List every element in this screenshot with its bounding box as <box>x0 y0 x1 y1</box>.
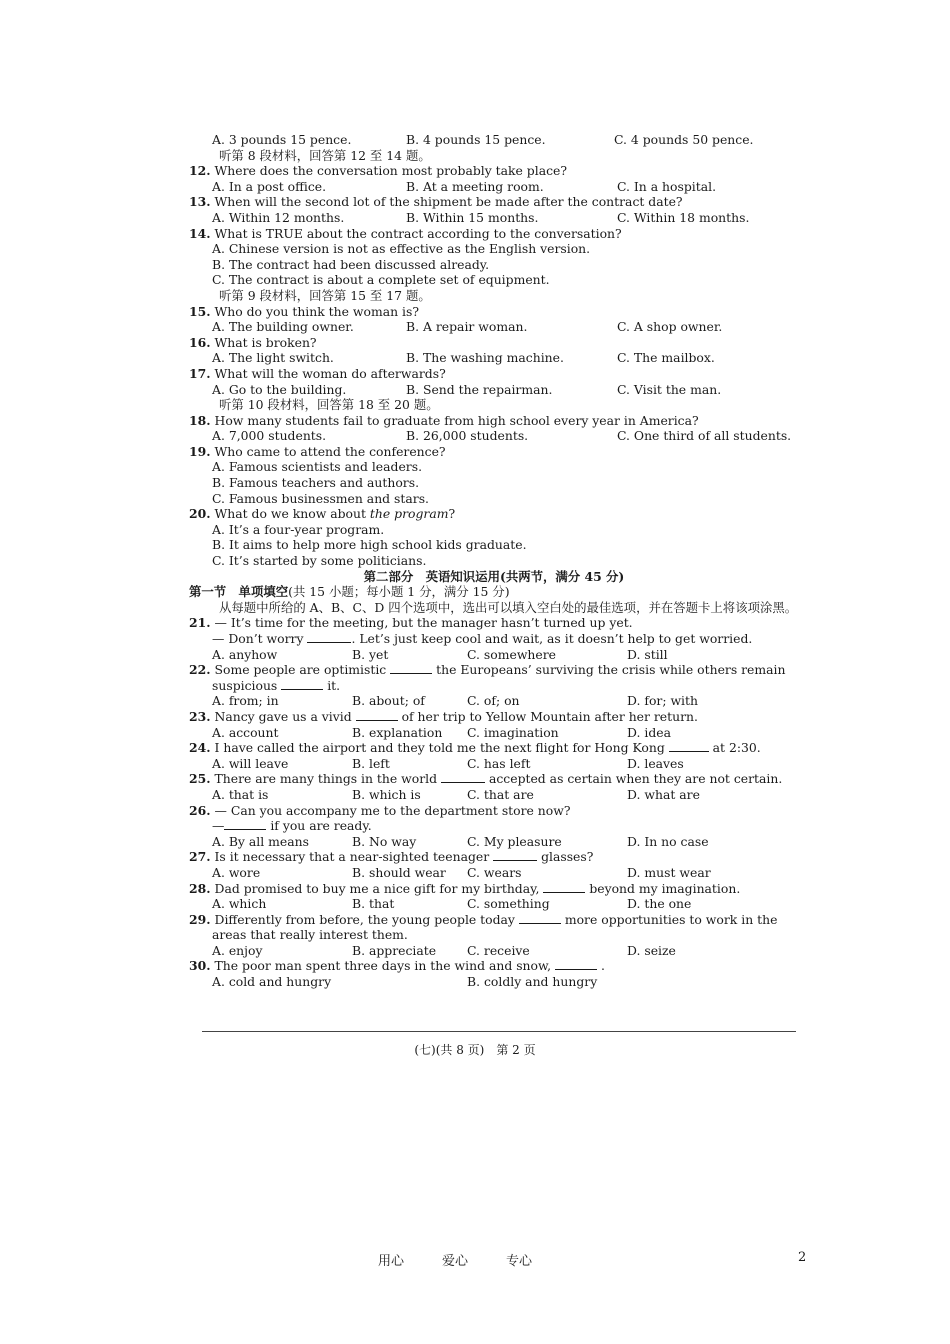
question-number: 14. <box>189 225 211 241</box>
question-stem-end: ? <box>448 506 456 522</box>
option-a: A. cold and hungry <box>212 974 332 990</box>
option-c: C. Famous businessmen and stars. <box>212 490 429 506</box>
instruction-section-9: 听第 9 段材料，回答第 15 至 17 题。 <box>219 287 431 303</box>
option-b: B. Famous teachers and authors. <box>212 475 420 491</box>
question-number: 18. <box>189 412 211 428</box>
option-c: C. One third of all students. <box>617 428 792 444</box>
option-d: D. what are <box>627 786 700 802</box>
question-stem: What is broken? <box>214 334 317 350</box>
question-12 <box>189 163 799 179</box>
option-a: A. It’s a four-year program. <box>212 521 385 537</box>
option-b: B. Send the repairman. <box>406 381 553 397</box>
question-23 <box>189 709 799 725</box>
stem-part-a: There are many things in the world <box>214 771 438 787</box>
option-c: C. It’s started by some politicians. <box>212 553 427 569</box>
option-c: C. somewhere <box>467 646 556 662</box>
option-c: C. In a hospital. <box>617 178 717 194</box>
question-number: 19. <box>189 443 211 459</box>
q21-options <box>189 647 799 663</box>
option-b: B. Within 15 months. <box>406 209 539 225</box>
dialog-line-2b: if you are ready. <box>270 818 372 834</box>
question-28 <box>189 881 799 897</box>
question-29 <box>189 912 799 928</box>
q12-options <box>189 179 799 195</box>
answer-blank <box>555 958 597 970</box>
option-a: A. which <box>212 896 267 912</box>
option-d: D. must wear <box>627 864 711 880</box>
instruction-section-10: 听第 10 段材料，回答第 18 至 20 题。 <box>219 397 439 413</box>
section1-title: 第一节 单项填空 <box>189 584 289 600</box>
page-label: (七)(共 8 页) 第 2 页 <box>414 1043 536 1057</box>
question-stem: What will the woman do afterwards? <box>214 365 446 381</box>
question-stem: What is TRUE about the contract according to the conversation? <box>214 225 622 241</box>
option-c: C. Within 18 months. <box>617 209 750 225</box>
option-d: D. idea <box>627 724 671 740</box>
question-stem: When will the second lot of the shipment be made after the contract date? <box>214 194 683 210</box>
option-a: A. By all means <box>212 833 309 849</box>
stem-part-a: I have called the airport and they told me the next flight for Hong Kong <box>214 740 665 756</box>
question-18 <box>189 413 799 429</box>
option-a: A. wore <box>212 864 261 880</box>
q17-options <box>189 382 799 398</box>
option-a: A. that is <box>212 786 269 802</box>
question-16 <box>189 335 799 351</box>
option-c: C. of; on <box>467 693 520 709</box>
option-d: D. seize <box>627 942 676 958</box>
stem-part-b: . <box>600 958 605 974</box>
option-c: C. has left <box>467 755 531 771</box>
option-b: B. which is <box>352 786 421 802</box>
option-c: C. imagination <box>467 724 559 740</box>
stem-part-a: Differently from before, the young people today <box>214 911 515 927</box>
option-b: B. yet <box>352 646 389 662</box>
question-14 <box>189 226 799 242</box>
answer-blank <box>493 849 537 861</box>
motto-word: 用心 <box>378 1254 405 1269</box>
question-19 <box>189 444 799 460</box>
question-number: 21. <box>189 615 211 631</box>
question-number: 20. <box>189 506 211 522</box>
option-b: B. explanation <box>352 724 443 740</box>
question-number: 27. <box>189 849 211 865</box>
q15-options <box>189 319 799 335</box>
dialog-line-2b: . Let’s just keep cool and wait, as it doesn’t help to get worried. <box>351 631 753 646</box>
option-a: A. The building owner. <box>212 319 354 335</box>
question-number: 17. <box>189 365 211 381</box>
option-a: A. In a post office. <box>212 178 327 194</box>
question-stem: Who came to attend the conference? <box>214 443 446 459</box>
question-number: 13. <box>189 194 211 210</box>
option-d: D. for; with <box>627 693 698 709</box>
question-stem: What do we know about <box>214 506 370 522</box>
question-number: 28. <box>189 880 211 896</box>
question-24 <box>189 740 799 756</box>
option-d: D. In no case <box>627 833 709 849</box>
option-a: A. will leave <box>212 755 289 771</box>
option-c: C. The contract is about a complete set of equipment. <box>212 272 550 288</box>
option-b: B. appreciate <box>352 942 437 958</box>
motto-word: 爱心 <box>442 1254 469 1269</box>
page-footer <box>0 1250 950 1270</box>
q29-options <box>189 943 799 959</box>
option-a: A. enjoy <box>212 942 263 958</box>
option-b: B. should wear <box>352 864 446 880</box>
stem-part-c: areas that really interest them. <box>212 927 408 943</box>
question-15 <box>189 304 799 320</box>
option-b: B. about; of <box>352 693 425 709</box>
q28-options <box>189 896 799 912</box>
dialog-line-1: — It’s time for the meeting, but the manager hasn’t turned up yet. <box>214 615 633 631</box>
stem-part-b: accepted as certain when they are not certain. <box>488 771 783 787</box>
answer-blank <box>281 678 323 690</box>
q11-options <box>189 132 799 148</box>
question-26-line2 <box>189 818 799 834</box>
question-stem: How many students fail to graduate from high school every year in America? <box>214 412 699 428</box>
option-c: C. that are <box>467 786 534 802</box>
option-a: A. anyhow <box>212 646 278 662</box>
question-number: 12. <box>189 163 211 179</box>
dialog-line-2a: — <box>212 818 225 834</box>
option-c: C. wears <box>467 864 522 880</box>
answer-blank <box>669 740 709 752</box>
question-21-line2 <box>189 631 799 647</box>
option-b: B. 4 pounds 15 pence. <box>406 132 546 147</box>
page-content <box>189 132 799 990</box>
option-a: A. Famous scientists and leaders. <box>212 459 423 475</box>
option-b: B. The contract had been discussed already. <box>212 256 490 272</box>
option-d: D. the one <box>627 896 692 912</box>
question-number: 26. <box>189 802 211 818</box>
question-20 <box>189 506 799 522</box>
section1-heading <box>189 584 799 600</box>
section1-instruction: 从每题中所给的 A、B、C、D 四个选项中，选出可以填入空白处的最佳选项，并在答题卡上将该项涂黑。 <box>219 599 798 615</box>
answer-blank <box>356 709 398 721</box>
question-stem: Where does the conversation most probably take place? <box>214 163 568 179</box>
question-30 <box>189 958 799 974</box>
question-21 <box>189 615 799 631</box>
stem-part-b: the Europeans’ surviving the crisis while others remain <box>436 662 786 678</box>
q26-options <box>189 834 799 850</box>
stem-part-a: Is it necessary that a near-sighted teenager <box>214 849 490 865</box>
question-number: 16. <box>189 334 211 350</box>
option-c: C. My pleasure <box>467 833 562 849</box>
option-c: C. The mailbox. <box>617 350 715 366</box>
question-stem-emphasis: the program <box>369 506 449 522</box>
option-b: B. It aims to help more high school kids graduate. <box>212 537 527 553</box>
option-b: B. that <box>352 896 395 912</box>
option-c: C. something <box>467 896 550 912</box>
part2-title: 第二部分 英语知识运用(共两节，满分 45 分) <box>363 568 625 584</box>
option-b: B. A repair woman. <box>406 319 528 335</box>
option-b: B. No way <box>352 833 417 849</box>
answer-blank <box>390 662 432 674</box>
stem-part-a: Some people are optimistic <box>214 662 387 678</box>
stem-part-b: at 2:30. <box>712 740 761 756</box>
option-a: A. The light switch. <box>212 350 334 366</box>
option-b: B. left <box>352 755 390 771</box>
option-c: C. Visit the man. <box>617 381 722 397</box>
footer-motto <box>378 1250 570 1269</box>
question-stem: Who do you think the woman is? <box>214 303 420 319</box>
question-number: 25. <box>189 771 211 787</box>
option-d: D. leaves <box>627 755 684 771</box>
question-number: 30. <box>189 958 211 974</box>
q24-options <box>189 756 799 772</box>
footer-divider <box>202 1031 796 1032</box>
motto-word: 专心 <box>506 1254 533 1269</box>
option-c: C. 4 pounds 50 pence. <box>614 132 754 147</box>
question-number: 23. <box>189 708 211 724</box>
page-number: 2 <box>798 1250 807 1265</box>
answer-blank <box>543 881 585 893</box>
option-c: C. receive <box>467 942 530 958</box>
stem-part-b: more opportunities to work in the <box>564 911 778 927</box>
option-a: A. Go to the building. <box>212 381 347 397</box>
dialog-line-2a: — Don’t worry <box>212 631 304 646</box>
answer-blank <box>224 818 266 830</box>
option-b: B. coldly and hungry <box>467 974 598 990</box>
question-number: 15. <box>189 303 211 319</box>
q18-options <box>189 428 799 444</box>
answer-blank <box>519 912 561 924</box>
option-b: B. At a meeting room. <box>406 178 544 194</box>
question-27 <box>189 849 799 865</box>
answer-blank <box>441 771 485 783</box>
option-b: B. The washing machine. <box>406 350 564 366</box>
q23-options <box>189 725 799 741</box>
question-number: 24. <box>189 740 211 756</box>
question-26 <box>189 803 799 819</box>
q30-options <box>189 974 799 990</box>
option-b: B. 26,000 students. <box>406 428 529 444</box>
question-22-line2 <box>189 678 799 694</box>
instruction-section-8: 听第 8 段材料，回答第 12 至 14 题。 <box>219 147 431 163</box>
option-c: C. A shop owner. <box>617 319 723 335</box>
question-13 <box>189 194 799 210</box>
q27-options <box>189 865 799 881</box>
option-a: A. account <box>212 724 279 740</box>
stem-part-b: of her trip to Yellow Mountain after her return. <box>401 708 698 724</box>
q22-options <box>189 693 799 709</box>
stem-part-a: Nancy gave us a vivid <box>214 708 352 724</box>
q25-options <box>189 787 799 803</box>
question-25 <box>189 771 799 787</box>
option-a: A. from; in <box>212 693 279 709</box>
question-22 <box>189 662 799 678</box>
stem-part-a: The poor man spent three days in the wind and snow, <box>214 958 552 974</box>
option-a: A. 3 pounds 15 pence. <box>212 132 352 147</box>
question-number: 29. <box>189 911 211 927</box>
stem-part-c: suspicious <box>212 677 278 693</box>
q16-options <box>189 350 799 366</box>
stem-part-a: Dad promised to buy me a nice gift for my birthday, <box>214 880 540 896</box>
answer-blank <box>307 631 351 643</box>
section1-note: (共 15 小题；每小题 1 分，满分 15 分) <box>288 584 510 600</box>
option-a: A. 7,000 students. <box>212 428 327 444</box>
stem-part-b: glasses? <box>541 849 594 865</box>
option-a: A. Within 12 months. <box>212 209 345 225</box>
option-a: A. Chinese version is not as effective as the English version. <box>212 241 591 257</box>
option-d: D. still <box>627 646 668 662</box>
question-17 <box>189 366 799 382</box>
stem-part-d: it. <box>327 677 341 693</box>
dialog-line-1: — Can you accompany me to the department store now? <box>214 802 571 818</box>
q13-options <box>189 210 799 226</box>
stem-part-b: beyond my imagination. <box>589 880 741 896</box>
question-number: 22. <box>189 662 211 678</box>
